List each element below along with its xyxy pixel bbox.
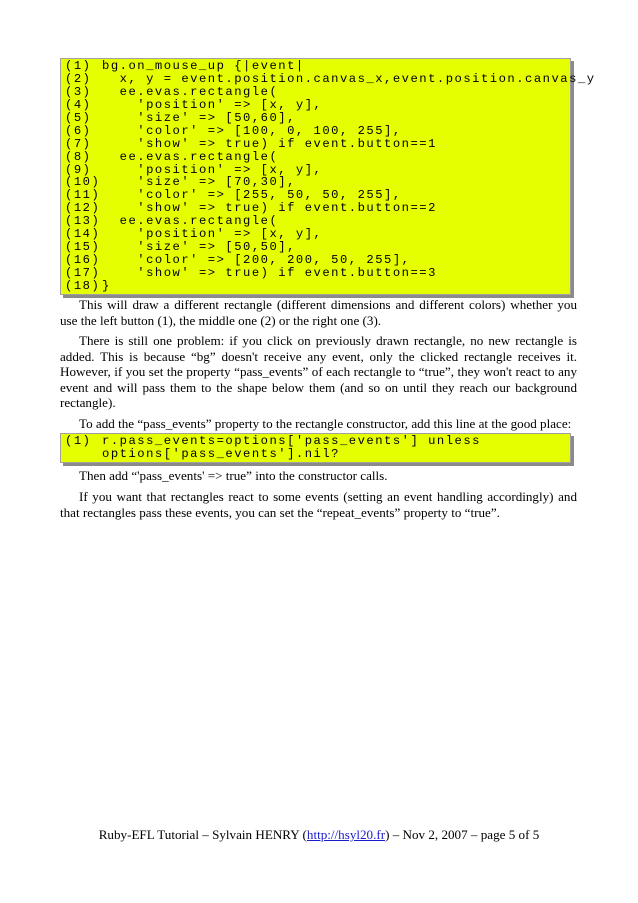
line-number: (16) xyxy=(65,253,101,268)
paragraph-text: Then add “'pass_events' => true” into the constructor calls. xyxy=(79,468,388,483)
paragraph-text: There is still one problem: if you click on previously drawn rectangle, no new rectangle is added. This is because “bg” doesn't receive any event, only the clicked rectangle receives it. However, if you set the property “pass_events” of each rectangle to “true”, they won't react to any event and will pass them to the shape below them (and so on until they reach our background rectangle). xyxy=(60,333,577,411)
code-block-mouse-handler xyxy=(60,58,596,295)
footer-link[interactable]: http://hsyl20.fr xyxy=(306,827,386,842)
page-footer xyxy=(0,827,638,843)
code-text: 'size' => [50,60], xyxy=(102,110,296,125)
code-block-pass-events xyxy=(60,433,571,463)
code-text: options['pass_events'].nil? xyxy=(102,446,340,461)
code-text: x, y = event.position.canvas_x,event.position.canvas_y xyxy=(102,71,596,86)
paragraph xyxy=(60,333,577,411)
paragraph-text: If you want that rectangles react to some events (setting an event handling accordingly) and that rectangles pass these events, you can set the “repeat_events” property to “true”. xyxy=(60,489,577,520)
code-text: ee.evas.rectangle( xyxy=(102,214,279,229)
paragraph-text: This will draw a different rectangle (different dimensions and different colors) whether you use the left button (1), the middle one (2) or the right one (3). xyxy=(60,297,577,328)
line-number: (11) xyxy=(65,188,101,203)
paragraph xyxy=(60,489,577,520)
line-number: (15) xyxy=(65,240,101,255)
code-line xyxy=(65,448,570,461)
code-text: 'color' => [100, 0, 100, 255], xyxy=(102,123,402,138)
footer-suffix: ) – Nov 2, 2007 – page 5 of 5 xyxy=(385,827,540,842)
paragraph xyxy=(60,468,577,484)
line-number: (12) xyxy=(65,201,101,216)
footer-prefix: Ruby-EFL Tutorial – Sylvain HENRY ( xyxy=(98,827,307,842)
paragraph xyxy=(60,416,577,432)
code-text: 'position' => [x, y], xyxy=(102,227,323,242)
line-number: (17) xyxy=(65,266,101,280)
line-number: (2) xyxy=(65,71,92,86)
line-number: (4) xyxy=(65,97,92,112)
code-text: 'position' => [x, y], xyxy=(102,97,323,112)
code-text: 'position' => [x, y], xyxy=(102,162,323,177)
line-number: (1) xyxy=(65,59,92,73)
code-text: } xyxy=(102,278,111,293)
line-number: (8) xyxy=(65,149,92,164)
paragraph xyxy=(60,297,577,328)
code-text: ee.evas.rectangle( xyxy=(102,149,279,164)
line-number: (9) xyxy=(65,162,92,177)
code-text: 'color' => [255, 50, 50, 255], xyxy=(102,188,402,203)
code-text: 'show' => true) if event.button==2 xyxy=(102,201,437,216)
code-text: 'show' => true) if event.button==3 xyxy=(102,266,437,280)
code-line xyxy=(65,280,570,293)
paragraph-text: To add the “pass_events” property to the rectangle constructor, add this line at the good place: xyxy=(79,416,572,431)
line-number: (1) xyxy=(65,434,92,448)
code-line xyxy=(65,267,570,280)
code-text: r.pass_events=options['pass_events'] unless xyxy=(102,434,481,448)
line-number: (3) xyxy=(65,84,92,99)
code-text: ee.evas.rectangle( xyxy=(102,84,279,99)
line-number: (13) xyxy=(65,214,101,229)
code-text: bg.on_mouse_up {|event| xyxy=(102,59,305,73)
code-text: 'show' => true) if event.button==1 xyxy=(102,136,437,151)
line-number: (14) xyxy=(65,227,101,242)
line-number: (18) xyxy=(65,278,101,293)
code-text: 'size' => [70,30], xyxy=(102,175,296,190)
line-number: (7) xyxy=(65,136,92,151)
code-text: 'size' => [50,50], xyxy=(102,240,296,255)
line-number: (10) xyxy=(65,175,101,190)
line-number: (5) xyxy=(65,110,92,125)
code-text: 'color' => [200, 200, 50, 255], xyxy=(102,253,411,268)
line-number: (6) xyxy=(65,123,92,138)
